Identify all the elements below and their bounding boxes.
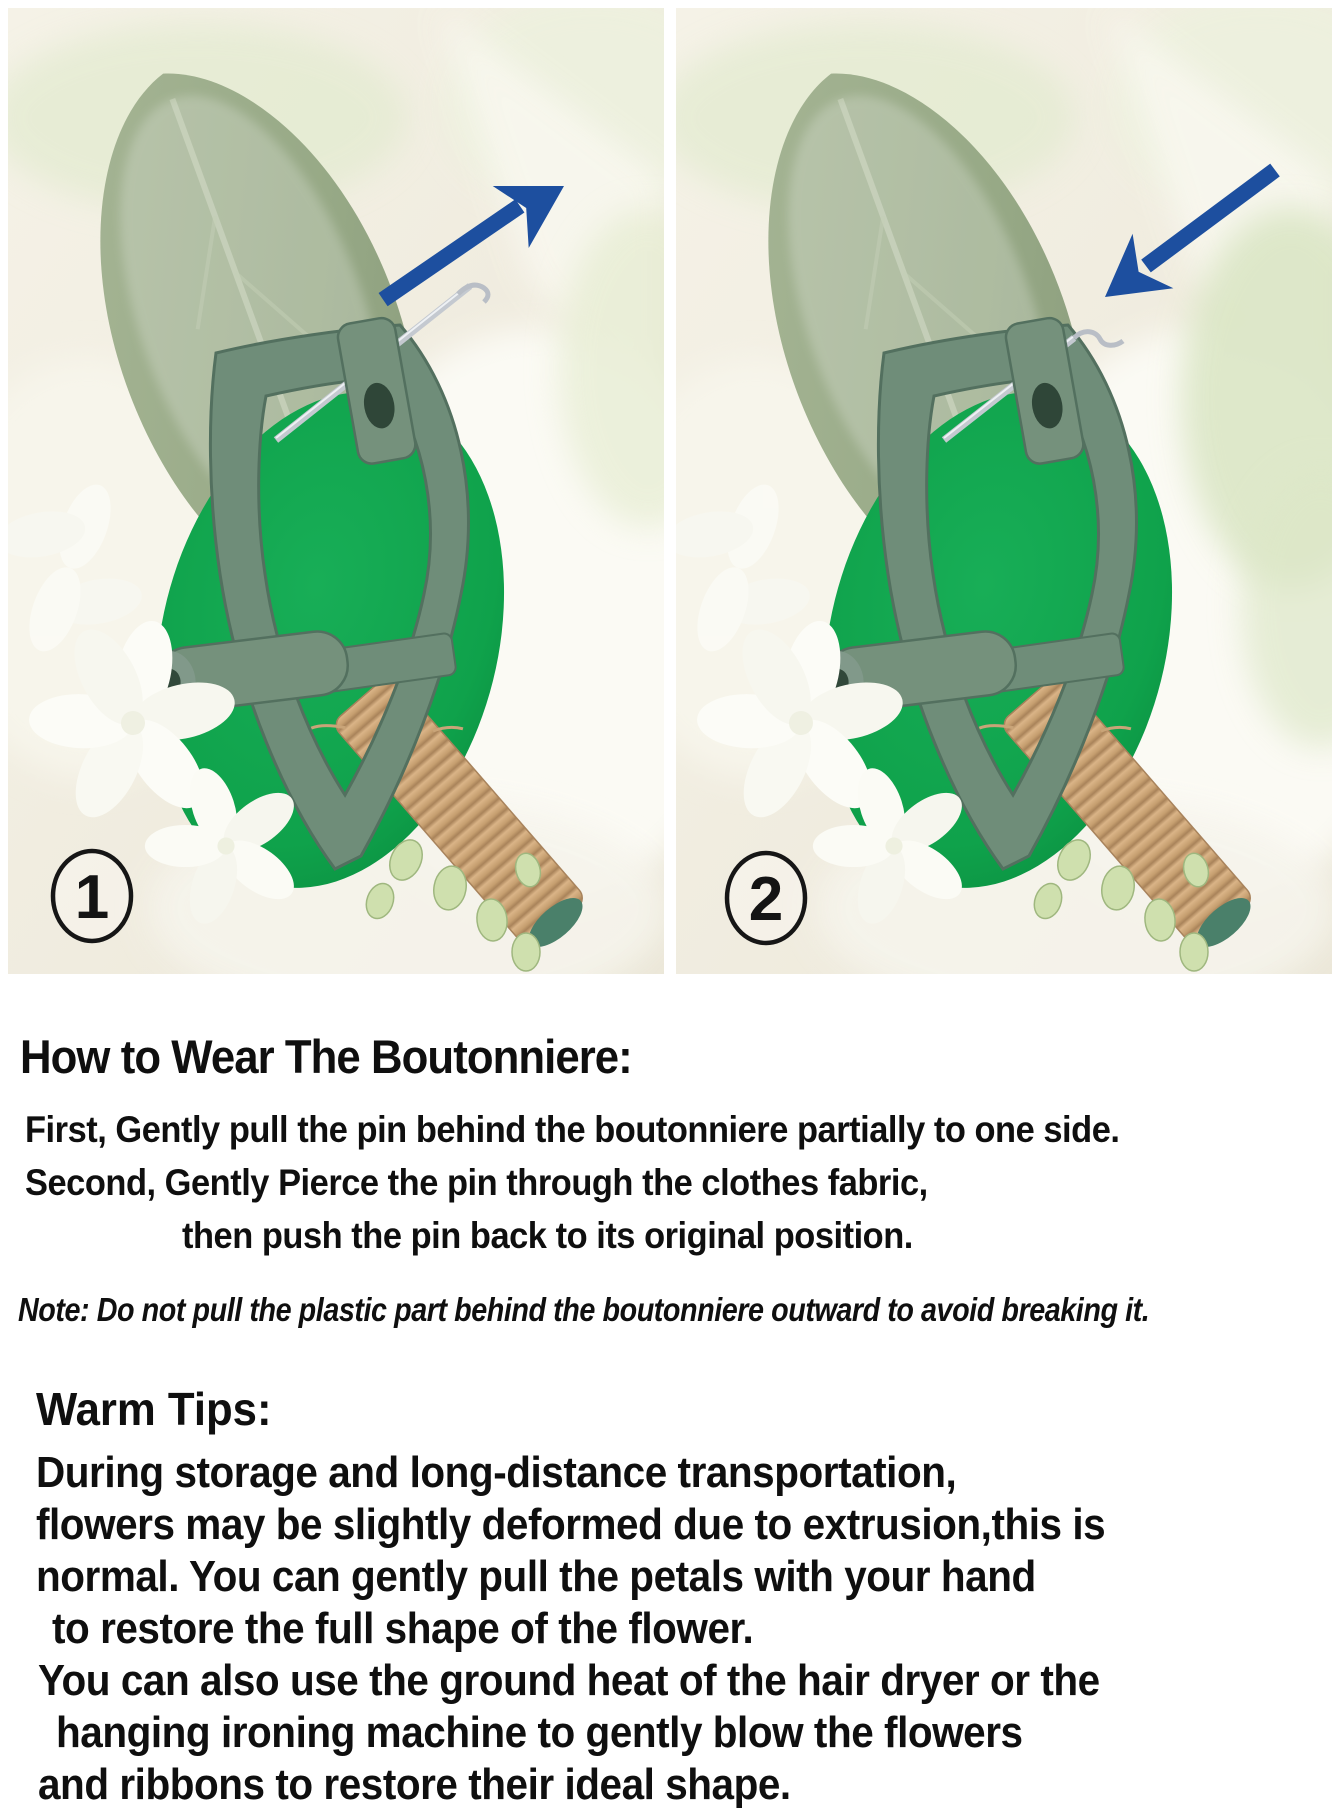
warm-tip-line: You can also use the ground heat of the hair dryer or the xyxy=(38,1656,1100,1705)
photo-panel-2 xyxy=(676,8,1332,974)
howto-step-1: First, Gently pull the pin behind the boutonniere partially to one side. xyxy=(25,1109,1120,1150)
step-badge-2 xyxy=(727,853,805,943)
warm-tip-line: hanging ironing machine to gently blow the flowers xyxy=(56,1708,1023,1757)
step-badge-1 xyxy=(53,851,131,941)
warm-tip-line: to restore the full shape of the flower. xyxy=(52,1604,754,1653)
boutonniere-photo-1 xyxy=(8,8,664,974)
photo-panel-1 xyxy=(8,8,664,974)
warm-tips-heading: Warm Tips: xyxy=(36,1383,272,1436)
howto-heading: How to Wear The Boutonniere: xyxy=(20,1030,632,1084)
howto-step-2: Second, Gently Pierce the pin through the clothes fabric, xyxy=(25,1162,928,1203)
warm-tip-line: During storage and long-distance transportation, xyxy=(36,1448,957,1497)
boutonniere-photo-2 xyxy=(676,8,1332,974)
howto-note: Note: Do not pull the plastic part behind the boutonniere outward to avoid breaking it. xyxy=(18,1291,1150,1328)
warm-tip-line: and ribbons to restore their ideal shape. xyxy=(38,1760,791,1809)
step-badge-2-number: 2 xyxy=(748,865,784,934)
howto-step-2-continued: then push the pin back to its original position. xyxy=(182,1215,913,1256)
warm-tip-line: flowers may be slightly deformed due to extrusion,this is xyxy=(36,1500,1106,1549)
step-badge-1-number: 1 xyxy=(74,863,110,932)
warm-tip-line: normal. You can gently pull the petals with your hand xyxy=(36,1552,1036,1601)
